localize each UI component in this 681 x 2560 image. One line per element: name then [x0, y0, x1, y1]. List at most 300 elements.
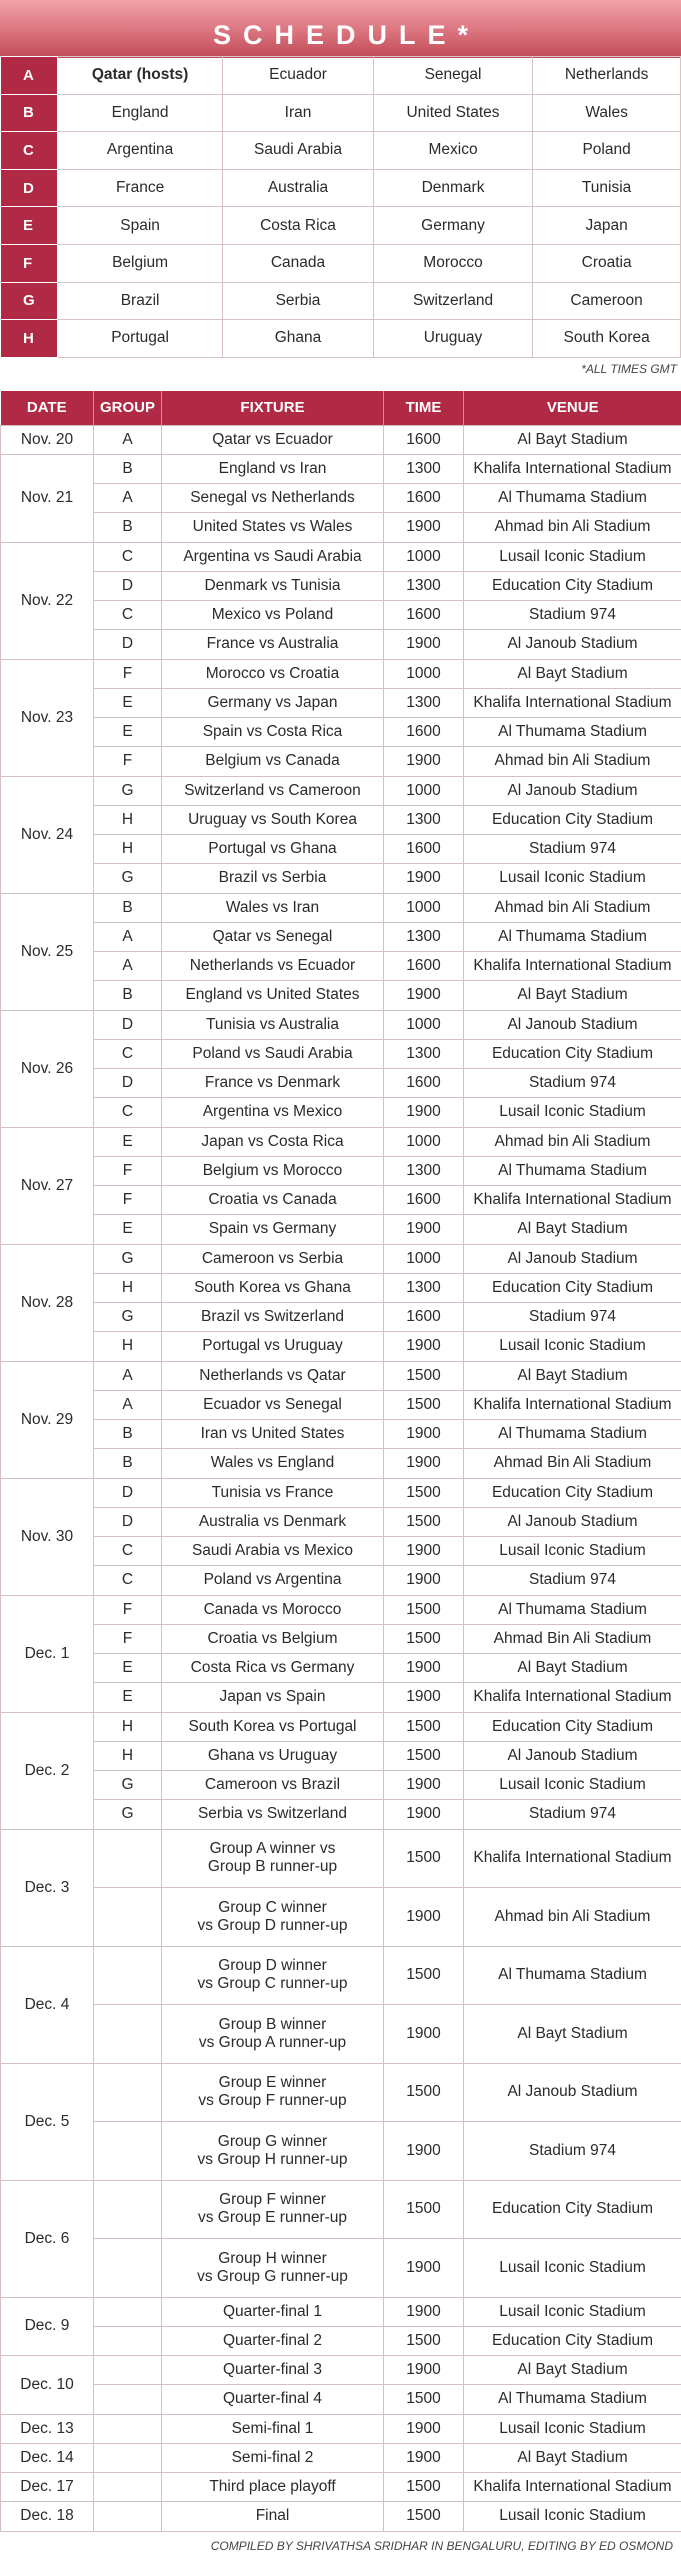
match-venue: Al Thumama Stadium [464, 2385, 681, 2414]
match-time: 1600 [384, 425, 464, 454]
match-venue: Ahmad bin Ali Stadium [464, 513, 681, 542]
match-venue: Al Thumama Stadium [464, 1156, 681, 1185]
match-time: 1000 [384, 893, 464, 922]
match-group: G [94, 1244, 162, 1273]
column-header-fixture: FIXTURE [162, 391, 384, 425]
match-group: C [94, 1039, 162, 1068]
group-team: Brazil [58, 282, 223, 320]
match-group: B [94, 893, 162, 922]
fixture-row [1, 659, 681, 688]
match-venue: Stadium 974 [464, 2122, 681, 2181]
match-fixture: Germany vs Japan [162, 688, 384, 717]
match-venue: Al Bayt Stadium [464, 659, 681, 688]
match-group: C [94, 1098, 162, 1127]
fixture-row [1, 484, 681, 513]
match-group: E [94, 1127, 162, 1156]
match-fixture: Final [162, 2502, 384, 2531]
match-venue: Al Janoub Stadium [464, 630, 681, 659]
match-time: 1300 [384, 688, 464, 717]
fixture-row [1, 513, 681, 542]
match-group [94, 2180, 162, 2239]
fixture-row [1, 1273, 681, 1302]
match-time: 1900 [384, 1420, 464, 1449]
group-row [1, 94, 681, 132]
match-date: Nov. 27 [1, 1127, 94, 1244]
fixture-row [1, 1039, 681, 1068]
group-team: Japan [533, 207, 681, 245]
fixture-row [1, 2326, 681, 2355]
fixture-row [1, 1098, 681, 1127]
match-group [94, 2356, 162, 2385]
group-letter: D [1, 169, 58, 207]
match-fixture: Netherlands vs Qatar [162, 1361, 384, 1390]
match-fixture: Wales vs Iran [162, 893, 384, 922]
fixture-line: vs Group C runner-up [197, 1975, 348, 1993]
match-fixture: Croatia vs Belgium [162, 1624, 384, 1653]
fixture-line: Group E winner [218, 2074, 327, 2092]
match-group: G [94, 1800, 162, 1829]
match-group: H [94, 1741, 162, 1770]
match-time: 1000 [384, 542, 464, 571]
match-venue: Lusail Iconic Stadium [464, 2502, 681, 2531]
match-time: 1500 [384, 1829, 464, 1888]
fixture-row [1, 2005, 681, 2064]
match-time: 1000 [384, 776, 464, 805]
fixture-line: vs Group G runner-up [197, 2267, 348, 2285]
group-team: Switzerland [373, 282, 532, 320]
match-fixture [162, 2122, 384, 2181]
match-venue: Al Thumama Stadium [464, 1946, 681, 2005]
match-venue: Al Janoub Stadium [464, 1244, 681, 1273]
group-row [1, 244, 681, 282]
group-team: Morocco [373, 244, 532, 282]
fixture-row [1, 2297, 681, 2326]
fixture-row [1, 688, 681, 717]
match-time: 1500 [384, 2326, 464, 2355]
match-fixture: Switzerland vs Cameroon [162, 776, 384, 805]
match-group: G [94, 1771, 162, 1800]
match-venue: Khalifa International Stadium [464, 1186, 681, 1215]
match-date: Nov. 21 [1, 454, 94, 542]
fixture-row [1, 1829, 681, 1888]
match-time: 1900 [384, 1683, 464, 1712]
fixture-line: vs Group F runner-up [198, 2092, 347, 2110]
match-group [94, 2326, 162, 2355]
match-group: F [94, 1595, 162, 1624]
match-time: 1500 [384, 1946, 464, 2005]
match-venue: Khalifa International Stadium [464, 1390, 681, 1419]
group-team: Netherlands [533, 57, 681, 95]
group-team: Mexico [373, 132, 532, 170]
match-time: 1300 [384, 1039, 464, 1068]
fixture-row [1, 1449, 681, 1478]
match-group: G [94, 1303, 162, 1332]
fixture-row [1, 1186, 681, 1215]
match-time: 1900 [384, 1888, 464, 1947]
match-time: 1300 [384, 454, 464, 483]
match-venue: Lusail Iconic Stadium [464, 2297, 681, 2326]
match-venue: Education City Stadium [464, 2180, 681, 2239]
match-venue: Khalifa International Stadium [464, 1683, 681, 1712]
match-fixture [162, 1888, 384, 1947]
match-time: 1300 [384, 805, 464, 834]
match-time: 1900 [384, 2239, 464, 2298]
match-group: H [94, 805, 162, 834]
match-date: Nov. 28 [1, 1244, 94, 1361]
match-venue: Al Janoub Stadium [464, 1741, 681, 1770]
group-team: Australia [223, 169, 374, 207]
fixture-line: Group B runner-up [207, 1858, 338, 1876]
fixture-line: vs Group E runner-up [197, 2209, 348, 2227]
column-header-group: GROUP [94, 391, 162, 425]
fixture-row [1, 1010, 681, 1039]
match-fixture: Tunisia vs Australia [162, 1010, 384, 1039]
match-time: 1500 [384, 1507, 464, 1536]
match-time: 1000 [384, 1127, 464, 1156]
credits-footer: COMPILED BY SHRIVATHSA SRIDHAR IN BENGALURU, EDITING BY ED OSMOND [210, 2539, 673, 2553]
match-fixture: Wales vs England [162, 1449, 384, 1478]
match-fixture: Quarter-final 2 [162, 2326, 384, 2355]
match-fixture: Costa Rica vs Germany [162, 1654, 384, 1683]
match-time: 1900 [384, 1537, 464, 1566]
match-fixture: Quarter-final 1 [162, 2297, 384, 2326]
fixture-row [1, 1566, 681, 1595]
match-time: 1300 [384, 1156, 464, 1185]
fixture-row [1, 542, 681, 571]
match-time: 1000 [384, 1010, 464, 1039]
match-time: 1900 [384, 513, 464, 542]
fixture-row [1, 1624, 681, 1653]
match-time: 1500 [384, 1624, 464, 1653]
fixture-row [1, 1507, 681, 1536]
match-venue: Ahmad bin Ali Stadium [464, 747, 681, 776]
group-team: United States [373, 94, 532, 132]
match-venue: Lusail Iconic Stadium [464, 1771, 681, 1800]
fixture-row [1, 1390, 681, 1419]
fixture-row [1, 1537, 681, 1566]
match-group [94, 2005, 162, 2064]
match-fixture: England vs Iran [162, 454, 384, 483]
match-time: 1500 [384, 2473, 464, 2502]
match-date: Nov. 26 [1, 1010, 94, 1127]
match-time: 1900 [384, 1098, 464, 1127]
match-venue: Al Janoub Stadium [464, 2063, 681, 2122]
column-header-time: TIME [384, 391, 464, 425]
match-venue: Al Janoub Stadium [464, 1010, 681, 1039]
group-team: France [58, 169, 223, 207]
match-time: 1900 [384, 981, 464, 1010]
match-group: D [94, 630, 162, 659]
fixture-line: vs Group A runner-up [198, 2033, 347, 2051]
fixture-row [1, 1244, 681, 1273]
match-time: 1600 [384, 1303, 464, 1332]
match-venue: Education City Stadium [464, 1478, 681, 1507]
fixture-row [1, 718, 681, 747]
fixture-line: Group B winner [218, 2015, 327, 2033]
match-time: 1900 [384, 1771, 464, 1800]
group-team: Uruguay [373, 320, 532, 358]
match-venue: Al Bayt Stadium [464, 981, 681, 1010]
match-venue: Education City Stadium [464, 1712, 681, 1741]
group-letter: E [1, 207, 58, 245]
fixture-row [1, 776, 681, 805]
match-time: 1300 [384, 571, 464, 600]
fixture-row [1, 805, 681, 834]
match-fixture: United States vs Wales [162, 513, 384, 542]
match-venue: Ahmad bin Ali Stadium [464, 893, 681, 922]
match-date: Nov. 22 [1, 542, 94, 659]
match-group: D [94, 1478, 162, 1507]
match-time: 1500 [384, 2502, 464, 2531]
match-fixture: Spain vs Costa Rica [162, 718, 384, 747]
match-fixture: Quarter-final 4 [162, 2385, 384, 2414]
fixture-line: Group H winner [218, 2249, 327, 2267]
match-fixture: Argentina vs Mexico [162, 1098, 384, 1127]
match-group [94, 2122, 162, 2181]
match-venue: Al Bayt Stadium [464, 425, 681, 454]
match-venue: Ahmad Bin Ali Stadium [464, 1449, 681, 1478]
match-time: 1500 [384, 1361, 464, 1390]
match-time: 1600 [384, 835, 464, 864]
match-venue: Education City Stadium [464, 1039, 681, 1068]
match-group: G [94, 864, 162, 893]
fixture-row [1, 454, 681, 483]
match-venue: Stadium 974 [464, 1566, 681, 1595]
match-fixture: South Korea vs Ghana [162, 1273, 384, 1302]
match-group: G [94, 776, 162, 805]
group-team: Argentina [58, 132, 223, 170]
match-group [94, 1946, 162, 2005]
fixture-line: Group C winner [218, 1898, 327, 1916]
match-venue: Lusail Iconic Stadium [464, 2414, 681, 2443]
match-venue: Lusail Iconic Stadium [464, 1098, 681, 1127]
group-row [1, 207, 681, 245]
match-time: 1600 [384, 1069, 464, 1098]
match-time: 1900 [384, 2297, 464, 2326]
match-venue: Ahmad Bin Ali Stadium [464, 1624, 681, 1653]
match-fixture: Australia vs Denmark [162, 1507, 384, 1536]
match-venue: Lusail Iconic Stadium [464, 2239, 681, 2298]
group-team: Portugal [58, 320, 223, 358]
match-time: 1000 [384, 659, 464, 688]
match-date: Dec. 2 [1, 1712, 94, 1829]
match-date: Dec. 5 [1, 2063, 94, 2180]
match-group: E [94, 718, 162, 747]
match-fixture: Portugal vs Ghana [162, 835, 384, 864]
group-row [1, 132, 681, 170]
match-time: 1500 [384, 1741, 464, 1770]
match-fixture: Morocco vs Croatia [162, 659, 384, 688]
fixture-row [1, 571, 681, 600]
group-team: England [58, 94, 223, 132]
match-time: 1900 [384, 2122, 464, 2181]
match-group: A [94, 1390, 162, 1419]
fixture-row [1, 2502, 681, 2531]
group-letter: H [1, 320, 58, 358]
match-venue: Al Bayt Stadium [464, 2005, 681, 2064]
match-fixture: France vs Australia [162, 630, 384, 659]
group-row [1, 57, 681, 95]
match-group: D [94, 1507, 162, 1536]
match-group: A [94, 952, 162, 981]
match-group [94, 2297, 162, 2326]
match-venue: Stadium 974 [464, 1800, 681, 1829]
match-date: Nov. 30 [1, 1478, 94, 1595]
match-group: D [94, 1069, 162, 1098]
match-time: 1900 [384, 2414, 464, 2443]
match-fixture: Canada vs Morocco [162, 1595, 384, 1624]
match-group: E [94, 1683, 162, 1712]
match-group: H [94, 1332, 162, 1361]
group-team: Spain [58, 207, 223, 245]
group-team: Iran [223, 94, 374, 132]
fixture-row [1, 1771, 681, 1800]
fixture-row [1, 864, 681, 893]
fixture-row [1, 2414, 681, 2443]
schedule-header-row [1, 391, 681, 425]
match-time: 1600 [384, 718, 464, 747]
match-venue: Al Thumama Stadium [464, 718, 681, 747]
group-team: Poland [533, 132, 681, 170]
fixture-row [1, 1303, 681, 1332]
match-venue: Al Janoub Stadium [464, 1507, 681, 1536]
match-time: 1900 [384, 747, 464, 776]
match-date: Dec. 13 [1, 2414, 94, 2443]
group-letter: G [1, 282, 58, 320]
match-date: Dec. 17 [1, 2473, 94, 2502]
match-time: 1900 [384, 2356, 464, 2385]
match-venue: Al Thumama Stadium [464, 922, 681, 951]
match-venue: Lusail Iconic Stadium [464, 1537, 681, 1566]
match-group [94, 1829, 162, 1888]
match-venue: Ahmad bin Ali Stadium [464, 1127, 681, 1156]
match-fixture: Third place playoff [162, 2473, 384, 2502]
match-time: 1600 [384, 1186, 464, 1215]
match-group: D [94, 571, 162, 600]
match-group: B [94, 981, 162, 1010]
match-fixture [162, 1946, 384, 2005]
group-team: Costa Rica [223, 207, 374, 245]
match-fixture: Belgium vs Morocco [162, 1156, 384, 1185]
match-time: 1900 [384, 1215, 464, 1244]
match-date: Dec. 6 [1, 2180, 94, 2297]
fixture-row [1, 1654, 681, 1683]
match-group: E [94, 1654, 162, 1683]
match-fixture: Uruguay vs South Korea [162, 805, 384, 834]
match-group: F [94, 747, 162, 776]
match-date: Dec. 4 [1, 1946, 94, 2063]
match-venue: Lusail Iconic Stadium [464, 864, 681, 893]
match-group [94, 2239, 162, 2298]
match-fixture: Portugal vs Uruguay [162, 1332, 384, 1361]
match-group: D [94, 1010, 162, 1039]
match-group: H [94, 1712, 162, 1741]
fixture-row [1, 747, 681, 776]
fixture-row [1, 601, 681, 630]
schedule-header [0, 0, 681, 58]
fixture-row [1, 981, 681, 1010]
match-fixture: Spain vs Germany [162, 1215, 384, 1244]
match-group [94, 2473, 162, 2502]
match-time: 1900 [384, 630, 464, 659]
match-group: C [94, 601, 162, 630]
match-venue: Al Bayt Stadium [464, 2443, 681, 2472]
group-row [1, 282, 681, 320]
fixture-row [1, 425, 681, 454]
match-time: 1900 [384, 1800, 464, 1829]
match-group: A [94, 484, 162, 513]
match-group [94, 1888, 162, 1947]
group-team: Canada [223, 244, 374, 282]
match-fixture [162, 2063, 384, 2122]
match-date: Dec. 9 [1, 2297, 94, 2356]
fixture-row [1, 1888, 681, 1947]
match-venue: Al Bayt Stadium [464, 2356, 681, 2385]
match-venue: Al Thumama Stadium [464, 1595, 681, 1624]
match-fixture: Semi-final 1 [162, 2414, 384, 2443]
fixture-line: Group G winner [217, 2132, 328, 2150]
fixture-row [1, 2063, 681, 2122]
match-group: B [94, 1449, 162, 1478]
match-date: Nov. 20 [1, 425, 94, 454]
fixture-row [1, 1361, 681, 1390]
schedule-table [0, 391, 681, 2532]
fixture-row [1, 1683, 681, 1712]
match-time: 1900 [384, 2005, 464, 2064]
group-row [1, 169, 681, 207]
match-time: 1900 [384, 1566, 464, 1595]
match-fixture: Saudi Arabia vs Mexico [162, 1537, 384, 1566]
fixture-row [1, 2443, 681, 2472]
match-venue: Al Bayt Stadium [464, 1215, 681, 1244]
fixture-line: vs Group D runner-up [197, 1916, 348, 1934]
fixture-row [1, 1420, 681, 1449]
fixture-row [1, 2239, 681, 2298]
match-venue: Education City Stadium [464, 571, 681, 600]
match-group [94, 2414, 162, 2443]
match-group [94, 2443, 162, 2472]
match-venue: Al Bayt Stadium [464, 1361, 681, 1390]
match-venue: Lusail Iconic Stadium [464, 1332, 681, 1361]
column-header-venue: VENUE [464, 391, 681, 425]
match-date: Dec. 10 [1, 2356, 94, 2415]
match-fixture [162, 1829, 384, 1888]
match-venue: Stadium 974 [464, 1069, 681, 1098]
match-venue: Al Bayt Stadium [464, 1654, 681, 1683]
fixture-row [1, 1478, 681, 1507]
fixture-row [1, 2385, 681, 2414]
match-group: C [94, 1566, 162, 1595]
fixture-row [1, 1156, 681, 1185]
match-fixture: Denmark vs Tunisia [162, 571, 384, 600]
match-group: H [94, 835, 162, 864]
group-team: Ghana [223, 320, 374, 358]
match-fixture: Ecuador vs Senegal [162, 1390, 384, 1419]
match-time: 1500 [384, 2063, 464, 2122]
match-venue: Khalifa International Stadium [464, 1829, 681, 1888]
match-venue: Ahmad bin Ali Stadium [464, 1888, 681, 1947]
match-fixture [162, 2005, 384, 2064]
match-time: 1500 [384, 1712, 464, 1741]
fixture-row [1, 1800, 681, 1829]
match-time: 1500 [384, 1390, 464, 1419]
fixture-row [1, 2180, 681, 2239]
fixture-line: Group A winner vs [209, 1840, 336, 1858]
group-team: Tunisia [533, 169, 681, 207]
group-letter: B [1, 94, 58, 132]
match-group: A [94, 425, 162, 454]
match-fixture: Brazil vs Switzerland [162, 1303, 384, 1332]
